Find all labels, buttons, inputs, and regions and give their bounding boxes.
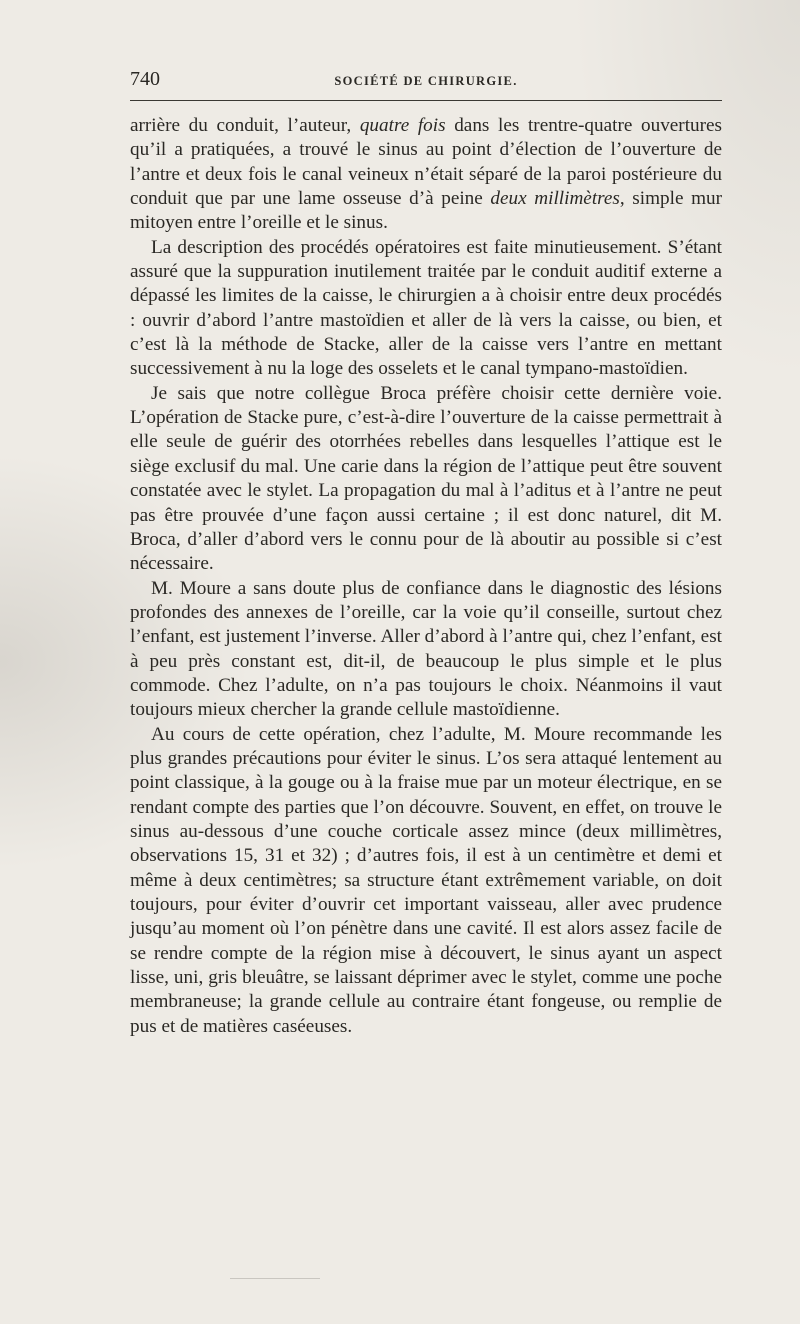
text-segment: M. Moure a sans doute plus de confiance dans le diagnostic des lésions profondes des annexes de l’oreille, car la voie qu’il conseille, surtout chez l’enfant, est justement l’inverse. Aller d’abord à l’antre qui, chez l’enfant, est à peu près constant est, dit-il, de beaucoup le plus simple et le plus commode. Chez l’adulte, on n’a pas toujours le choix. Néanmoins il vaut toujours mieux chercher la grande cellule mastoïdienne. bbox=[130, 577, 722, 721]
text-segment: La description des procédés opératoires est faite minutieusement. S’étant assuré que la suppuration inutilement traitée par le conduit auditif externe a dépassé les limites de la caisse, le chirurgien a à choisir entre deux procédés : ouvrir d’abord l’antre mastoïdien et aller de là vers la caisse, ou bien, et c’est là la méthode de Stacke, aller de la caisse vers l’antre en mettant successivement à nu la loge des osselets et le canal tympano-mastoïdien. bbox=[130, 236, 722, 380]
paragraph bbox=[130, 382, 722, 577]
running-head: SOCIÉTÉ DE CHIRURGIE. bbox=[334, 74, 518, 88]
paragraph bbox=[130, 723, 722, 1039]
header-rule bbox=[130, 100, 722, 101]
paragraph bbox=[130, 236, 722, 382]
paragraph bbox=[130, 114, 722, 236]
page-header bbox=[130, 64, 722, 94]
text-segment: Au cours de cette opération, chez l’adulte, M. Moure recommande les plus grandes précautions pour éviter le sinus. L’os sera attaqué lentement au point classique, à la gouge ou à la fraise mue par un moteur électrique, en se rendant compte des parties que l’on découvre. Souvent, en effet, on trouve le sinus au-dessous d’une couche corticale assez mince (deux millimètres, observations 15, 31 et 32) ; d’autres fois, il est à un centimètre et demi et même à deux centimètres; sa structure étant extrêmement variable, on doit toujours, pour éviter d’ouvrir cet important vaisseau, aller avec prudence jusqu’au moment où l’on pénètre dans une cavité. Il est alors assez facile de se rendre compte de la région mise à découvert, le sinus ayant un aspect lisse, uni, gris bleuâtre, se laissant déprimer avec le stylet, comme une poche membraneuse; la grande cellule au contraire étant fongeuse, ou remplie de pus et de matières caséeuses. bbox=[130, 723, 722, 1037]
text-segment: Je sais que notre collègue Broca préfère choisir cette dernière voie. L’opération de Stacke pure, c’est-à-dire l’ouverture de la caisse permettrait à elle seule de guérir des otorrhées rebelles dans lesquelles l’attique est le siège exclusif du mal. Une carie dans la région de l’attique peut être souvent constatée avec le stylet. La propagation du mal à l’aditus et à l’antre ne peut pas être prouvée d’une façon aussi certaine ; il est donc naturel, dit M. Broca, d’aller d’abord vers le connu pour de là aboutir au possible si c’est nécessaire. bbox=[130, 382, 722, 575]
text-segment: dans les trentre-quatre ouvertures qu’il a pratiquées, a trouvé le sinus au point d’élection de l’ouverture de l’antre et deux fois le canal veineux n’était séparé de la paroi postérieure du conduit que par une lame osseuse d’à peine bbox=[130, 115, 722, 210]
italic-segment: quatre fois bbox=[359, 115, 446, 136]
page-number: 740 bbox=[130, 68, 160, 90]
text-segment: , simple mur mitoyen entre l’oreille et le sinus. bbox=[130, 188, 723, 234]
paragraph bbox=[130, 577, 722, 723]
print-mark bbox=[230, 1278, 320, 1279]
text-segment: arrière du conduit, l’auteur, bbox=[130, 115, 360, 136]
body-text bbox=[130, 114, 722, 1039]
italic-segment: deux millimètres bbox=[490, 188, 620, 210]
